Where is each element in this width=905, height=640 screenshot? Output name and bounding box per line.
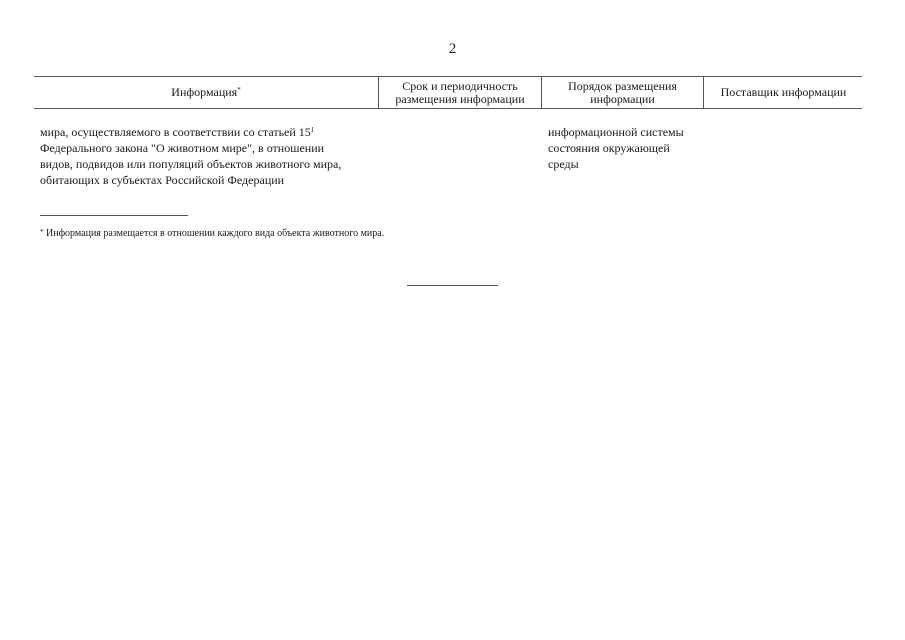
header-term-line1: Срок и периодичность	[402, 78, 518, 93]
header-provider-label: Поставщик информации	[720, 85, 847, 99]
header-order-line1: Порядок размещения	[568, 78, 677, 93]
end-of-document-rule	[407, 285, 498, 286]
text-line: состояния окружающей	[548, 141, 670, 155]
header-information-label: Информация	[171, 85, 238, 99]
text-line-content: мира, осуществляемого в соответствии со статьей 15	[40, 125, 311, 139]
header-order-line2: информации	[590, 91, 655, 106]
footnote-ref: 1	[310, 126, 315, 134]
text-line: обитающих в субъектах Российской Федерации	[40, 173, 285, 187]
header-term-line2: размещения информации	[395, 91, 525, 106]
text-line: информационной системы	[548, 125, 684, 139]
header-information	[34, 77, 378, 108]
table-header	[34, 76, 862, 109]
header-term	[378, 77, 541, 108]
text-line: видов, подвидов или популяций объектов животного мира,	[40, 157, 342, 171]
footnote-separator	[40, 215, 188, 216]
text-line: среды	[548, 157, 579, 171]
header-order	[541, 77, 703, 108]
text-line: Федерального закона "О животном мире", в отношении	[40, 141, 325, 155]
page-number: 2	[448, 41, 457, 57]
cell-information	[40, 124, 370, 188]
footnote-text: Информация размещается в отношении каждого вида объекта животного мира.	[43, 228, 385, 239]
footnote	[40, 228, 384, 240]
text-line	[40, 124, 370, 140]
footnote-mark: *	[237, 86, 241, 94]
cell-order	[548, 124, 708, 172]
footnote-mark: *	[40, 228, 44, 236]
header-provider	[703, 77, 863, 108]
